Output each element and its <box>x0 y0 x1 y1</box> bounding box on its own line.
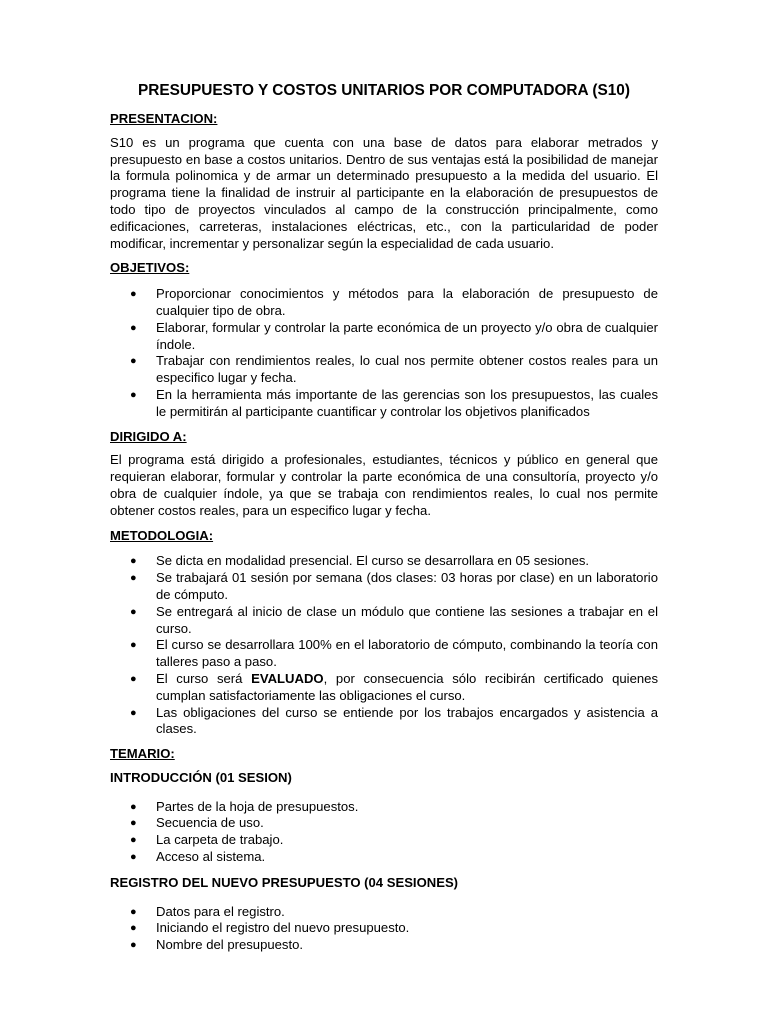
list-item: ● Se dicta en modalidad presencial. El curso se desarrollara en 05 sesiones. <box>130 553 590 569</box>
bullet-dot-icon: ● <box>130 706 137 719</box>
presentacion-paragraph: S10 es un programa que cuenta con una base de datos para elaborar metrados y presupuesto en base a costos unitarios. Dentro de sus ventajas está la posibilidad de manejar la formula polinomica y de armar un determinado presupuesto a la medida del usuario. El programa tiene la finalidad de instruir al participante en la elaboración de presupuestos de todo tipo de proyectos vinculados al campo de la construcción principalmente, como edificaciones, carreteras, instalaciones eléctricas, etc., con la particularidad de poder modificar, incrementar y personalizar según la especialidad de cada usuario. <box>110 134 658 251</box>
bullet-dot-icon: ● <box>130 800 137 813</box>
list-item: ● Se trabajará 01 sesión por semana (dos clases: 03 horas por clase) en un laboratorio de cómputo. <box>130 570 658 602</box>
subheading-registro: REGISTRO DEL NUEVO PRESUPUESTO (04 SESIONES) <box>110 874 459 890</box>
list-item: ● Las obligaciones del curso se entiende por los trabajos encargados y asistencia a clases. <box>130 704 658 737</box>
list-item: ● El curso será EVALUADO, por consecuencia sólo recibirán certificado quienes cumplan satisfactoriamente las obligaciones el curso. <box>130 670 658 703</box>
bullet-dot-icon: ● <box>130 388 137 401</box>
dirigido-paragraph: El programa está dirigido a profesionales, estudiantes, técnicos y público en general que requieran elaborar, formular y controlar la parte económica de una consultoría, proyecto y/o obra de cualquier índole, ya que se trabaja con rendimientos reales, lo cual nos permite obtener costos reales, para un especifico lugar y fecha. <box>110 452 658 518</box>
list-item: ● Datos para el registro. <box>130 903 285 919</box>
list-item: ● El curso se desarrollara 100% en el laboratorio de cómputo, combinando la teoría con talleres paso a paso. <box>130 637 658 670</box>
list-item: ● Proporcionar conocimientos y métodos para la elaboración de presupuesto de cualquier tipo de obra. <box>130 286 658 318</box>
bullet-dot-icon: ● <box>130 639 137 652</box>
bullet-dot-icon: ● <box>130 817 137 830</box>
list-item: ● Iniciando el registro del nuevo presupuesto. <box>130 920 410 936</box>
bullet-dot-icon: ● <box>130 672 137 685</box>
list-item: ● Secuencia de uso. <box>130 815 264 831</box>
bullet-dot-icon: ● <box>130 321 137 334</box>
objetivos-list <box>110 286 658 420</box>
bullet-dot-icon: ● <box>130 834 137 847</box>
list-item: ● Se entregará al inicio de clase un módulo que contiene las sesiones a trabajar en el curso. <box>130 603 658 636</box>
evaluado-emphasis: EVALUADO <box>251 670 324 686</box>
bullet-dot-icon: ● <box>130 355 137 368</box>
bullet-dot-icon: ● <box>130 939 137 952</box>
section-heading-objetivos: OBJETIVOS: <box>110 260 190 276</box>
bullet-dot-icon: ● <box>130 905 137 918</box>
bullet-dot-icon: ● <box>130 922 137 935</box>
list-item: ● La carpeta de trabajo. <box>130 832 284 848</box>
section-heading-temario: TEMARIO: <box>110 746 175 762</box>
bullet-dot-icon: ● <box>130 288 137 301</box>
section-heading-dirigido: DIRIGIDO A: <box>110 428 187 444</box>
list-item: ● Acceso al sistema. <box>130 849 266 865</box>
metodologia-list <box>110 553 658 738</box>
subheading-introduccion: INTRODUCCIÓN (01 SESION) <box>110 769 292 785</box>
section-heading-metodologia: METODOLOGIA: <box>110 527 214 543</box>
registro-list <box>110 904 658 954</box>
list-item: ● En la herramienta más importante de las gerencias son los presupuestos, las cuales le permitirán al participante cuantificar y controlar los objetivos planificados <box>130 386 658 419</box>
introduccion-list <box>110 799 658 866</box>
bullet-dot-icon: ● <box>130 572 137 585</box>
bullet-dot-icon: ● <box>130 851 137 864</box>
list-item: ● Elaborar, formular y controlar la parte económica de un proyecto y/o obra de cualquier índole. <box>130 319 658 352</box>
bullet-dot-icon: ● <box>130 555 137 568</box>
list-item: ● Partes de la hoja de presupuestos. <box>130 798 359 814</box>
bullet-dot-icon: ● <box>130 605 137 618</box>
document-title: PRESUPUESTO Y COSTOS UNITARIOS POR COMPUTADORA (S10) <box>137 82 630 99</box>
list-item: ● Nombre del presupuesto. <box>130 937 304 953</box>
list-item: ● Trabajar con rendimientos reales, lo cual nos permite obtener costos reales para un especifico lugar y fecha. <box>130 353 658 386</box>
section-heading-presentacion: PRESENTACION: <box>110 111 218 126</box>
